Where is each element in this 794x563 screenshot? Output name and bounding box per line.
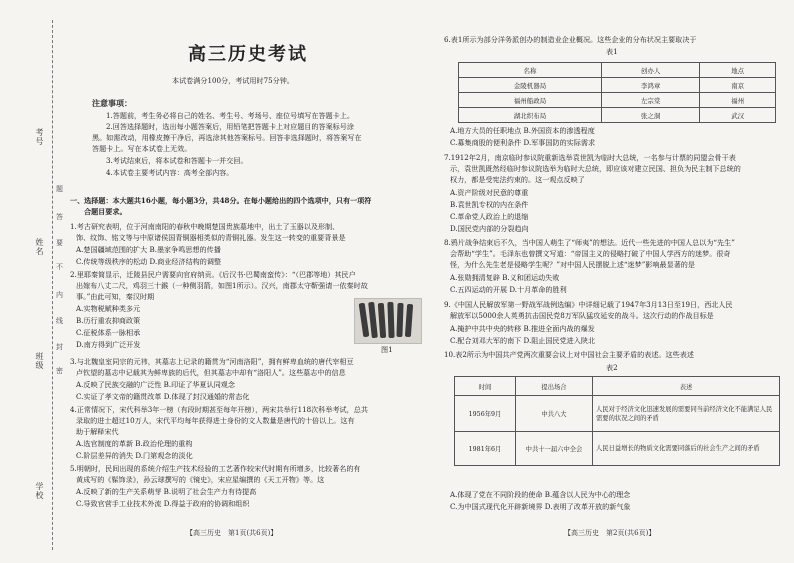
warn-7: 封 — [56, 343, 63, 351]
warn-2: 答 — [56, 213, 63, 221]
kaohao-label: 考号 — [35, 128, 44, 146]
q-option: A.体现了党在不同阶段的使命 B.蕴含以人民为中心的理念 — [450, 490, 631, 499]
q-option: B.历行重农抑商政策 — [76, 316, 141, 325]
table-cell: 左宗棠 — [601, 93, 699, 108]
q-line: 7.1912年2月，南京临时参议院重新选举袁世凯为临时大总统，一名参与计票的同盟会骨干表 — [444, 153, 736, 162]
table-cell: 李鸿章 — [601, 78, 699, 93]
notice-line: 黑。如需改动，用橡皮擦干净后，再选涂其他答案标号。回答非选择题时，将答案写在 — [92, 133, 362, 142]
q-line: 8.鸦片战争结束后不久，当中国人萌生了“师夷”的想法。近代一些先进的中国人总以为“先生” — [444, 238, 735, 247]
page-footer: 【高三历史 第2页(共6页)】 — [564, 529, 656, 537]
q-option: C.革命党人政治上的退缩 — [450, 212, 529, 221]
table-cell: 武汉 — [700, 108, 776, 123]
q-option: D.南方得到广泛开发 — [76, 340, 141, 349]
warn-3: 要 — [56, 239, 63, 247]
q-line: 怪，为什么先生老是侵略学生呢？”对中国人民摆脱上述“迷梦”影响最显著的是 — [450, 260, 695, 269]
figure-caption: 图1 — [381, 345, 393, 354]
q-line: 解放军以5000余人英勇抗击国民党8万军队猛攻延安的战斗。这次行动的作战目标是 — [450, 311, 714, 320]
table-header-cell: 创办人 — [601, 63, 699, 78]
table-cell: 1956年9月 — [455, 396, 516, 432]
q-option: A.楚国疆域范围的扩大 B.墨家争鸣思想的传播 — [76, 245, 221, 254]
q-option: C.配合刘邓大军的南下 D.阻止国民党进入陕北 — [450, 336, 596, 345]
q-line: 会帮助“学生”。毛泽东也曾撰文写道：“帝国主义的侵略打破了中国人学西方的迷梦。很奇 — [450, 249, 731, 258]
warn-4: 不 — [56, 263, 63, 271]
section-heading-2: 合题目要求。 — [84, 207, 127, 216]
table-cell: 福州船政局 — [459, 93, 602, 108]
q-line: 卢钦望的墓志中记载其为鲜卑族的后代，但其墓志中却有“洛阳人”。这些墓志中的信息 — [76, 368, 346, 377]
q-line: 2.里耶秦简显示，迁陵县民户需要向官府纳贡。《后汉书·巴蜀南蛮传》：“（巴郡等地）其民户 — [70, 270, 356, 279]
q-option: C.征税体系一脉相承 — [76, 328, 141, 337]
q-line: 出嫁布八丈二尺，鸡羽三十鍭（一种侧羽箭，如图1所示）。汉兴，南郡太守靳强请一依秦时故 — [76, 281, 368, 290]
q-line: 3.与北魏皇室同宗的元祎，其墓志上记录的籍贯为“河南洛阳”，拥有鲜卑血统的唐代宰相豆 — [70, 357, 354, 366]
q-option: A.选官制度的革新 B.政治伦理的重构 — [76, 439, 193, 448]
table-cell: 1981年6月 — [455, 432, 516, 466]
q-line: 4.正常情况下，宋代科举3年一榜（有段时期甚至每年开榜），两宋共举行118次科举考试，总共 — [70, 405, 368, 414]
exam-subtitle: 本试卷满分100分，考试用时75分钟。 — [172, 76, 294, 85]
table-header-cell: 地点 — [700, 63, 776, 78]
notice-line: 3.考试结束后，将本试卷和答题卡一并交回。 — [106, 156, 248, 165]
q-line: 1.考古研究表明，位于河南南阳的春秋中晚期楚国贵族墓地中，出土了玉器以及形制、 — [70, 222, 340, 231]
q-option: A.张勋拥清复辟 B.义和团运动失败 — [450, 273, 560, 282]
warn-1: 题 — [56, 185, 63, 193]
q-option: C.阶层差异的消失 D.门第观念的淡化 — [76, 451, 193, 460]
table-header-cell: 时间 — [455, 377, 516, 396]
q-line: 事。”由此可知，秦汉时期 — [76, 292, 155, 301]
xuexiao-label: 学校 — [35, 482, 44, 500]
arrow-figure-image — [354, 298, 422, 344]
q-option: B.袁世凯专权的内在条件 — [450, 200, 529, 209]
q-option: D.国民党内部的分裂趋向 — [450, 224, 529, 233]
q-option: A.掩护中共中央的转移 B.推进全面内战的爆发 — [450, 324, 595, 333]
q-option: C.传统等级秩序的松动 D.商业经济结构的调整 — [76, 257, 222, 266]
notice-line: 4.本试卷主要考试内容：高考全部内容。 — [106, 168, 234, 177]
page-footer: 【高三历史 第1页(共6页)】 — [186, 529, 278, 537]
table-cell: 金陵机器局 — [459, 78, 602, 93]
table-header-cell: 提出场合 — [516, 377, 593, 396]
table-row — [455, 432, 780, 466]
q-option: A.反映了民族交融的广泛性 B.印证了华夏认同观念 — [76, 380, 235, 389]
binding-dashline — [52, 20, 53, 550]
q-line: 录取的进士超过10万人，宋代平均每年获得进士身份的文人数量是唐代的十倍以上。这有 — [76, 416, 355, 425]
q-option: C.实证了孝文帝的籍贯改革 D.体现了封汉通婚的常态化 — [76, 392, 250, 401]
table-header-cell: 表述 — [593, 377, 780, 396]
table-row — [455, 396, 780, 432]
section-heading: 一、选择题：本大题共16小题，每小题3分，共48分。在每小题给出的四个选项中，只有一项符 — [70, 196, 372, 205]
q-line: 权力，都是受宪法约束的。这一观点反映了 — [450, 175, 585, 184]
table-cell: 张之洞 — [601, 108, 699, 123]
q-option: C.为中国式现代化开辟新境界 D.表明了改革开放的新气象 — [450, 502, 631, 511]
table-2 — [454, 376, 780, 466]
q-option: A.地方大员的任职地点 B.外国资本的渗透程度 — [450, 126, 595, 135]
q-option: A.实物税赋种类多元 — [76, 304, 141, 313]
table-header-cell: 名称 — [459, 63, 602, 78]
notice-heading: 注意事项： — [92, 98, 132, 108]
q-line: 6.表1所示为部分洋务派创办的制造业企业概况。这些企业的分布状况主要取决于 — [444, 35, 697, 44]
q-line: 黄成写的《髹饰录》，孙云球撰写的《镜史》，宋应星编撰的《天工开物》等。这 — [76, 475, 325, 484]
q-option: C.募集商股的便利条件 D.军事国防的实际需求 — [450, 138, 596, 147]
table-cell: 中共十一届六中全会 — [516, 432, 593, 466]
table-cell: 人民日益增长的物质文化需要同落后的社会生产之间的矛盾 — [593, 432, 780, 466]
warn-5: 内 — [56, 291, 63, 299]
warn-6: 线 — [56, 317, 63, 325]
xingming-label: 姓名 — [35, 238, 44, 256]
table-caption: 表2 — [606, 363, 618, 372]
q-line: 10.表2所示为中国共产党两次重要会议上对中国社会主要矛盾的表述。这些表述 — [444, 350, 694, 359]
q-line: 示，袁世凯既然经临时参议院选举为临时大总统，即应该对建立民国、担负为民主制下总统的 — [450, 164, 741, 173]
table-row — [459, 93, 776, 108]
table-header-row — [459, 63, 776, 78]
exam-title: 高三历史考试 — [188, 44, 308, 65]
table-row — [459, 78, 776, 93]
q-option: C.五四运动的开展 D.十月革命的胜利 — [450, 285, 567, 294]
q-line: 助于解释宋代 — [76, 427, 119, 436]
warn-8: 密 — [56, 367, 63, 375]
notice-line: 2.回答选择题时，选出每小题答案后，用铅笔把答题卡上对应题目的答案标号涂 — [106, 122, 354, 131]
table-cell: 湖北织布局 — [459, 108, 602, 123]
q-option: A.反映了新的生产关系萌芽 B.说明了社会生产力有待提高 — [76, 487, 257, 496]
table-cell: 福州 — [700, 93, 776, 108]
table-cell: 南京 — [700, 78, 776, 93]
q-option: C.导致官营手工业技术外流 D.得益于政府的协调和组织 — [76, 499, 250, 508]
table-row — [459, 108, 776, 123]
q-line: 9.《中国人民解放军第一野战军战例选编》中详细记载了1947年3月13日至19日，西北人民 — [444, 300, 733, 309]
binding-margin — [0, 0, 62, 563]
notice-line: 1.答题前，考生务必将自己的姓名、考生号、考场号、座位号填写在答题卡上。 — [106, 111, 354, 120]
banji-label: 班级 — [35, 352, 44, 370]
table-1 — [458, 62, 776, 123]
q-line: 5.明朝时，民间出现的系统介绍生产技术经验的工艺著作较宋代时期有所增多，比较著名的有 — [70, 464, 361, 473]
table-cell: 人民对于经济文化迅速发展的需要同当前经济文化不能满足人民需要的状况之间的矛盾 — [593, 396, 780, 432]
table-header-row — [455, 377, 780, 396]
table-cell: 中共八大 — [516, 396, 593, 432]
q-option: A.资产阶级对民意的尊重 — [450, 188, 529, 197]
notice-line: 答题卡上。写在本试卷上无效。 — [92, 144, 192, 153]
table-caption: 表1 — [606, 47, 618, 56]
q-line: 饰、纹饰、铭文等与中原诸侯国青铜器相类似的青铜礼器。发生这一转变的重要背景是 — [76, 233, 346, 242]
